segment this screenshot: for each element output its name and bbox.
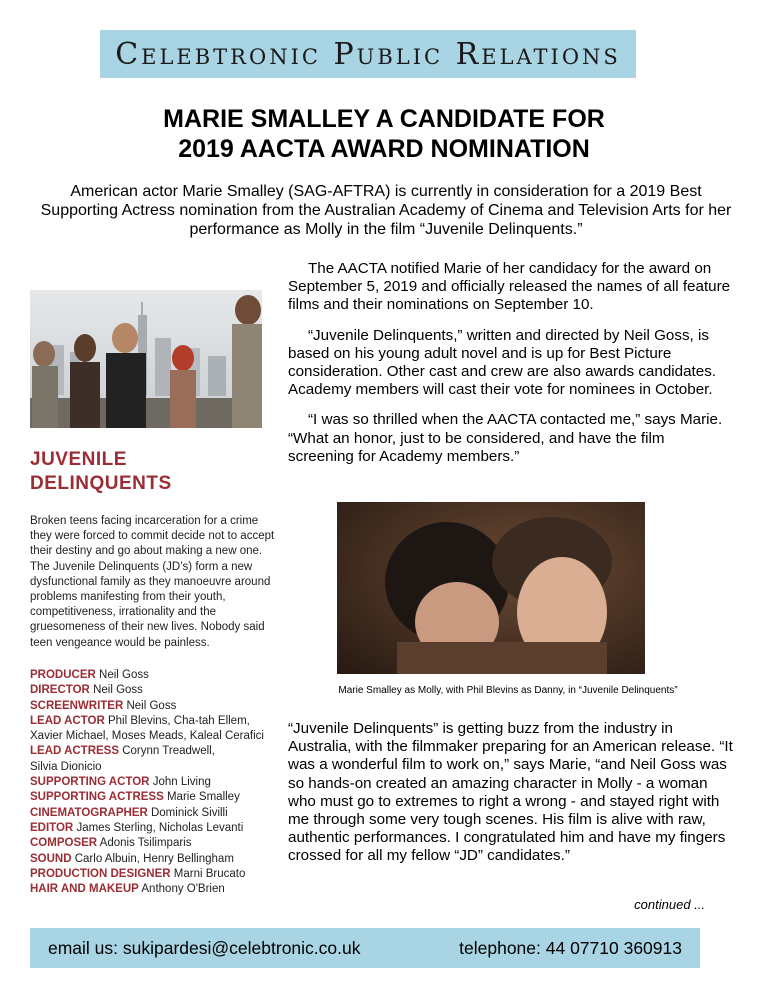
footer-telephone: telephone: 44 07710 360913 xyxy=(459,937,682,958)
film-title xyxy=(30,448,270,496)
credit-line: DIRECTOR Neil Goss xyxy=(30,684,143,697)
footer-banner xyxy=(30,928,700,968)
credit-line: PRODUCER Neil Goss xyxy=(30,669,149,681)
credit-line: PRODUCTION DESIGNER Marni Brucato xyxy=(30,867,246,880)
article-paragraph-4: “Juvenile Delinquents” is getting buzz from the industry in Australia, with the filmmaker preparing for an American release. “It was a wonderful film to work on,” says Marie, “and Neil Goss was so hands-on created an amazing character in Molly - a woman who must go to extremes to right a wrong - and stayed right with me through some very tough scenes. His film is alive with raw, authentic performances. I congratulated him and have my fingers crossed for all my fellow “JD” candidates.” xyxy=(288,720,733,865)
headline xyxy=(40,104,728,164)
footer-email: email us: sukipardesi@celebtronic.co.uk xyxy=(48,937,361,958)
continued-note: continued ... xyxy=(634,897,705,912)
credit-line: SOUND Carlo Albuin, Henry Bellingham xyxy=(30,852,234,865)
credits-list xyxy=(30,668,275,897)
headline-line-1: MARIE SMALLEY A CANDIDATE FOR xyxy=(163,105,605,133)
photo-caption: Marie Smalley as Molly, with Phil Blevins as Danny, in “Juvenile Delinquents” xyxy=(338,685,678,696)
film-still-group-photo xyxy=(30,290,262,428)
credit-line: Xavier Michael, Moses Meads, Kaleal Cerafici xyxy=(30,730,264,743)
film-title-line-2: DELINQUENTS xyxy=(30,473,172,494)
credit-line: COMPOSER Adonis Tsilimparis xyxy=(30,837,192,850)
article-paragraph-1: The AACTA notified Marie of her candidacy for the award on September 5, 2019 and officially released the names of all feature films and their nominations on September 10. xyxy=(288,260,731,314)
credit-line: SUPPORTING ACTRESS Marie Smalley xyxy=(30,791,240,804)
film-title-line-1: JUVENILE xyxy=(30,449,127,470)
article-paragraph-3: “I was so thrilled when the AACTA contacted me,” says Marie. “What an honor, just to be considered, and have the film screening for Academy members.” xyxy=(288,411,723,465)
headline-line-2: 2019 AACTA AWARD NOMINATION xyxy=(178,135,590,163)
credit-line: LEAD ACTOR Phil Blevins, Cha-tah Ellem, xyxy=(30,714,250,727)
film-still-embrace-photo xyxy=(337,502,645,674)
company-title: Celebtronic Public Relations xyxy=(115,36,621,72)
credit-line: HAIR AND MAKEUP Anthony O'Brien xyxy=(30,883,225,896)
article-body xyxy=(288,260,733,478)
film-synopsis: Broken teens facing incarceration for a crime they were forced to commit decide not to accept their destiny and go about making a new one. The Juvenile Delinquents (JD’s) form a new dysfunctional family as they manoeuvre around problems manifesting from their youth, competitiveness, irrationality and the gruesomeness of their new lives. Nobody said teen vengeance would be painless. xyxy=(30,515,275,649)
credit-line: CINEMATOGRAPHER Dominick Sivilli xyxy=(30,806,228,819)
credit-line: SCREENWRITER Neil Goss xyxy=(30,699,177,712)
credit-line: LEAD ACTRESS Corynn Treadwell, xyxy=(30,745,215,758)
intro-paragraph: American actor Marie Smalley (SAG-AFTRA) is currently in consideration for a 2019 Best Supporting Actress nomination from the Australian Academy of Cinema and Television Arts for her performance as Molly in the film “Juvenile Delinquents.” xyxy=(40,183,732,238)
article-paragraph-2: “Juvenile Delinquents,” written and directed by Neil Goss, is based on his young adult novel and is up for Best Picture consideration. Other cast and crew are also awards candidates. Academy members will cast their vote for nominees in October. xyxy=(288,326,717,399)
header-banner xyxy=(100,30,636,78)
credit-line: SUPPORTING ACTOR John Living xyxy=(30,776,211,789)
credit-line: EDITOR James Sterling, Nicholas Levanti xyxy=(30,821,244,834)
credit-line: Silvia Dionicio xyxy=(30,760,102,773)
